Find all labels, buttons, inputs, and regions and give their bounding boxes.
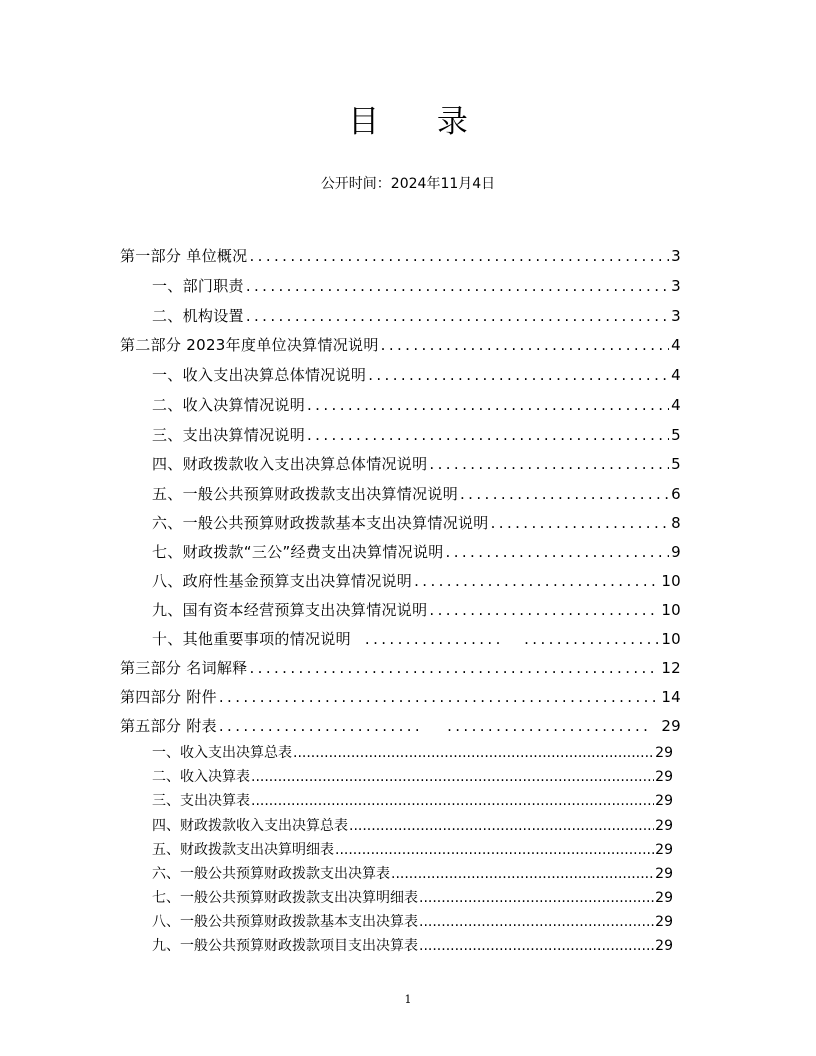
toc-entry-label: 第一部分 单位概况	[120, 247, 248, 265]
toc-entry-label: 二、收入决算情况说明	[152, 396, 306, 414]
toc-entry-label: 五、财政拨款支出决算明细表	[152, 842, 334, 858]
publish-date: 公开时间：2024年11月4日	[320, 176, 496, 192]
dot-leader	[246, 277, 669, 295]
dot-leader	[446, 543, 670, 561]
toc-entry-part2-4[interactable]	[152, 453, 681, 474]
toc-entry-label: 八、政府性基金预算支出决算情况说明	[152, 572, 413, 590]
toc-entry-page: 29	[655, 866, 673, 882]
toc-entry-part2-7[interactable]	[152, 541, 681, 562]
dot-leader	[307, 396, 669, 414]
dot-leader	[219, 688, 659, 706]
toc-entry-label: 一、收入支出决算总表	[152, 745, 292, 761]
dot-leader	[335, 842, 654, 858]
toc-entry-part5-9[interactable]	[152, 935, 673, 955]
dot-leader	[414, 572, 659, 590]
toc-entry-part2-6[interactable]	[152, 512, 681, 533]
toc-entry-page: 10	[661, 572, 681, 590]
toc-entry-page: 29	[661, 717, 681, 735]
toc-entry-page: 6	[671, 485, 681, 503]
dot-leader	[419, 890, 654, 906]
toc-entry-page: 29	[655, 769, 673, 785]
toc-entry-part5[interactable]	[120, 715, 681, 736]
toc-entry-label: 九、国有资本经营预算支出决算情况说明	[152, 601, 428, 619]
toc-entry-page: 3	[671, 277, 681, 295]
toc-entry-label: 六、一般公共预算财政拨款基本支出决算情况说明	[152, 514, 489, 532]
toc-entry-label: 三、支出决算表	[152, 793, 250, 809]
toc-entry-label: 十、其他重要事项的情况说明	[152, 630, 351, 648]
toc-entry-part2-10[interactable]	[152, 628, 681, 649]
dot-leader	[491, 514, 670, 532]
toc-entry-label: 二、机构设置	[152, 307, 244, 325]
dot-leader	[429, 455, 669, 473]
toc-entry-part5-4[interactable]	[152, 815, 673, 835]
toc-entry-part1-1[interactable]	[152, 275, 681, 296]
toc-entry-part4[interactable]	[120, 686, 681, 707]
toc-entry-part5-8[interactable]	[152, 911, 673, 931]
toc-entry-page: 29	[655, 818, 673, 834]
toc-entry-label: 八、一般公共预算财政拨款基本支出决算表	[152, 914, 418, 930]
dot-leader	[251, 793, 654, 809]
toc-entry-part1-2[interactable]	[152, 305, 681, 326]
dot-leader	[251, 769, 654, 785]
toc-entry-part5-3[interactable]	[152, 790, 673, 810]
toc-entry-page: 14	[661, 688, 681, 706]
toc-entry-part2-1[interactable]	[152, 364, 681, 385]
toc-entry-page: 8	[671, 514, 681, 532]
toc-entry-page: 29	[655, 793, 673, 809]
toc-entry-page: 29	[655, 914, 673, 930]
dot-leader	[365, 630, 659, 648]
toc-entry-page: 4	[671, 336, 681, 354]
toc-entry-part2-3[interactable]	[152, 424, 681, 445]
toc-entry-page: 10	[661, 601, 681, 619]
dot-leader	[419, 914, 654, 930]
toc-entry-label: 九、一般公共预算财政拨款项目支出决算表	[152, 938, 418, 954]
toc-entry-part5-1[interactable]	[152, 742, 673, 762]
toc-entry-part2-8[interactable]	[152, 570, 681, 591]
toc-entry-label: 七、一般公共预算财政拨款支出决算明细表	[152, 890, 418, 906]
toc-entry-label: 七、财政拨款“三公”经费支出决算情况说明	[152, 543, 444, 561]
toc-entry-part5-5[interactable]	[152, 839, 673, 859]
dot-leader	[419, 938, 654, 954]
dot-leader	[349, 818, 654, 834]
toc-entry-page: 29	[655, 745, 673, 761]
dot-leader	[460, 485, 669, 503]
dot-leader	[368, 366, 669, 384]
toc-entry-page: 4	[671, 366, 681, 384]
toc-entry-label: 第四部分 附件	[120, 688, 217, 706]
toc-entry-part2-9[interactable]	[152, 599, 681, 620]
toc-entry-label: 一、部门职责	[152, 277, 244, 295]
toc-entry-part3[interactable]	[120, 657, 681, 678]
toc-entry-page: 29	[655, 938, 673, 954]
dot-leader	[293, 745, 654, 761]
toc-entry-part5-2[interactable]	[152, 766, 673, 786]
toc-entry-label: 第三部分 名词解释	[120, 659, 248, 677]
toc-entry-label: 六、一般公共预算财政拨款支出决算表	[152, 866, 390, 882]
toc-entry-page: 10	[661, 630, 681, 648]
toc-entry-label: 四、财政拨款收入支出决算总表	[152, 818, 348, 834]
toc-entry-page: 29	[655, 842, 673, 858]
page-title: 目 录	[348, 104, 492, 140]
dot-leader	[219, 717, 651, 735]
toc-entry-part2-5[interactable]	[152, 483, 681, 504]
toc-entry-label: 第五部分 附表	[120, 717, 217, 735]
toc-entry-label: 第二部分 2023年度单位决算情况说明	[120, 336, 379, 354]
dot-leader	[391, 866, 654, 882]
toc-entry-page: 4	[671, 396, 681, 414]
toc-entry-part5-6[interactable]	[152, 863, 673, 883]
dot-leader	[249, 247, 669, 265]
toc-entry-page: 3	[671, 307, 681, 325]
toc-entry-page: 5	[671, 455, 681, 473]
toc-entry-part1[interactable]	[120, 245, 681, 266]
toc-entry-part2[interactable]	[120, 334, 681, 355]
footer-page-number: 1	[404, 993, 412, 1006]
toc-entry-page: 3	[671, 247, 681, 265]
toc-entry-page: 9	[671, 543, 681, 561]
dot-leader	[381, 336, 670, 354]
toc-entry-part5-7[interactable]	[152, 887, 673, 907]
toc-entry-label: 五、一般公共预算财政拨款支出决算情况说明	[152, 485, 459, 503]
dot-leader	[307, 426, 669, 444]
dot-leader	[246, 307, 669, 325]
dot-leader	[429, 601, 659, 619]
toc-entry-label: 三、支出决算情况说明	[152, 426, 306, 444]
toc-entry-label: 二、收入决算表	[152, 769, 250, 785]
toc-entry-page: 12	[661, 659, 681, 677]
toc-entry-label: 一、收入支出决算总体情况说明	[152, 366, 367, 384]
toc-entry-page: 5	[671, 426, 681, 444]
dot-leader	[249, 659, 659, 677]
toc-entry-label: 四、财政拨款收入支出决算总体情况说明	[152, 455, 428, 473]
toc-entry-page: 29	[655, 890, 673, 906]
toc-entry-part2-2[interactable]	[152, 394, 681, 415]
